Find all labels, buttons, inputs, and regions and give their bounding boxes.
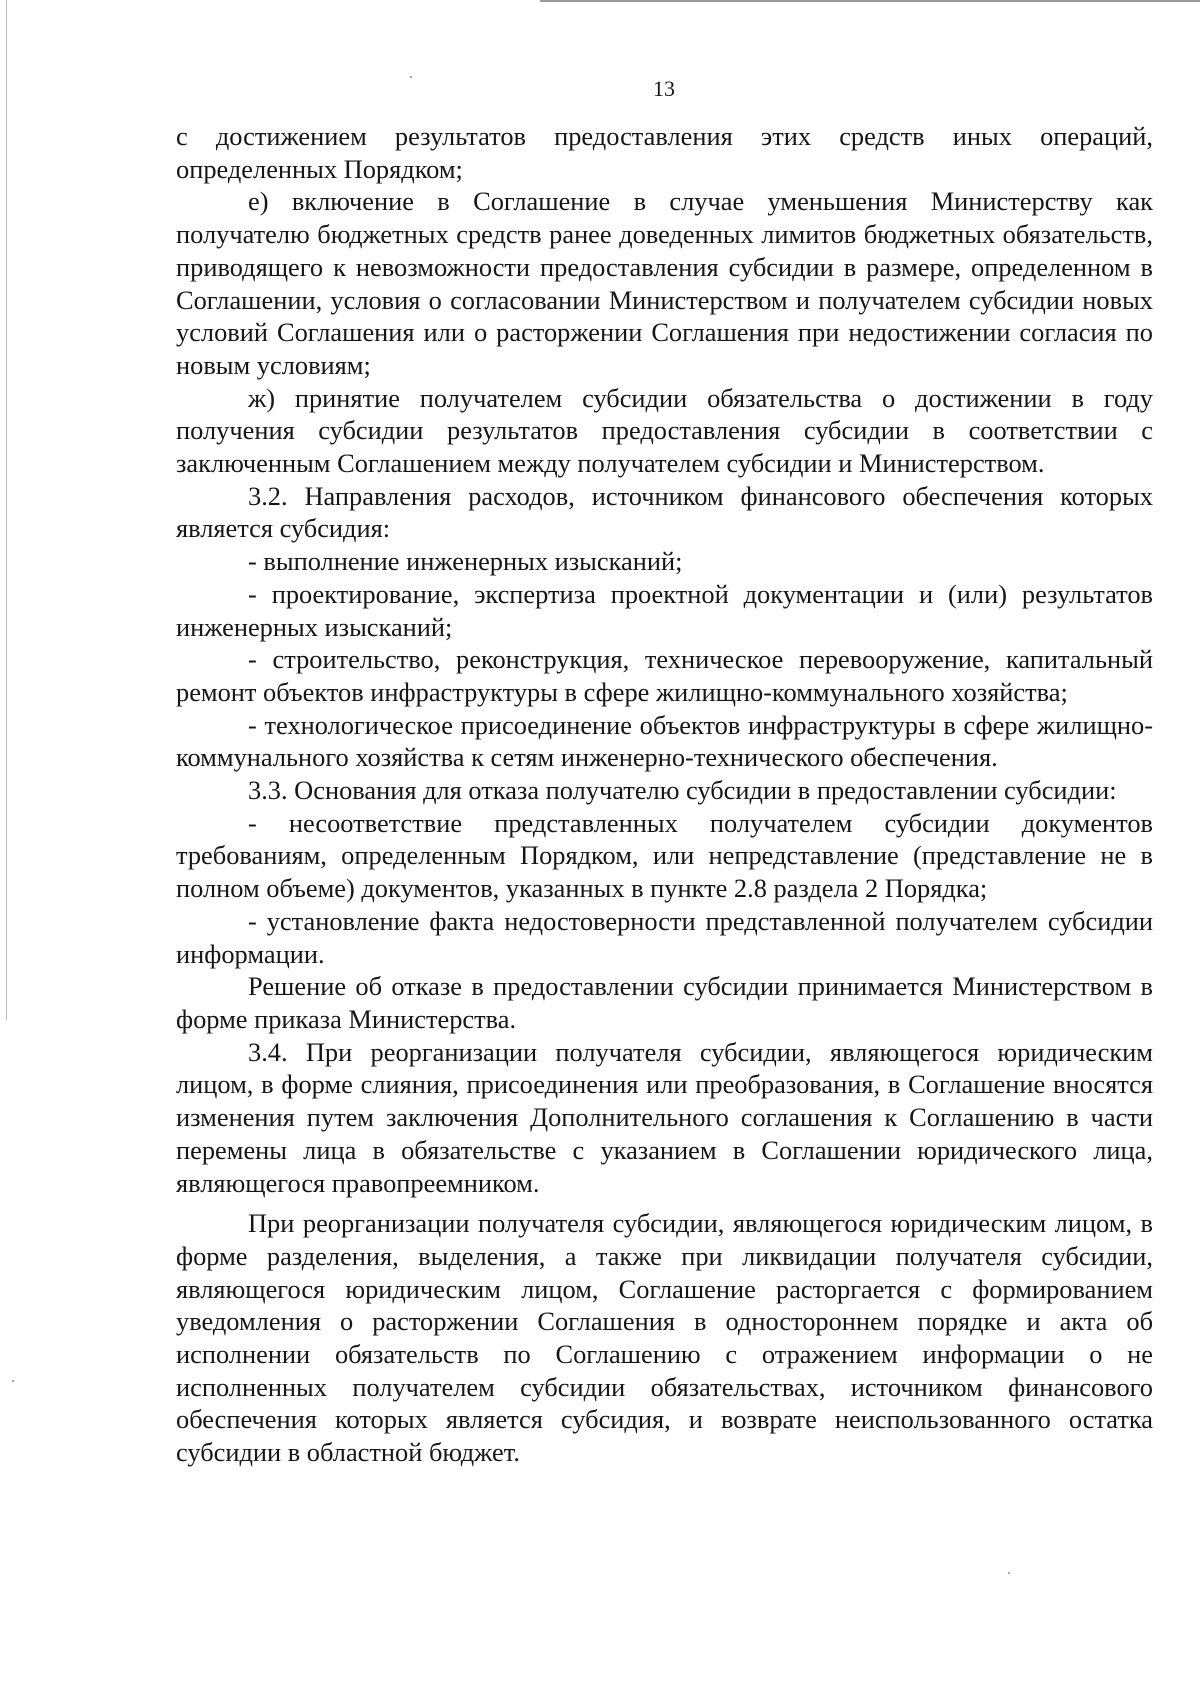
list-item: - несоответствие представленных получателем субсидии документов требованиям, определенным Порядком, или непредставление (представление не в полном объеме) документов, указанных в пункте 2.8 раздела 2 Порядка; xyxy=(176,807,1153,904)
scan-artifact-top-line xyxy=(540,0,1200,2)
list-item: - установление факта недостоверности представленной получателем субсидии информации. xyxy=(176,905,1153,969)
paragraph: е) включение в Соглашение в случае уменьшения Министерству как получателю бюджетных средств ранее доведенных лимитов бюджетных обязательств, приводящего к невозможности предоставления субсидии в размере, определенном в Соглашении, условия о согласовании Министерством и получателем субсидии новых условий Соглашения или о расторжении Соглашения при недостижении согласия по новым условиям; xyxy=(176,186,1153,380)
list-item: - технологическое присоединение объектов инфраструктуры в сфере жилищно-коммунального хозяйства к сетям инженерно-технического обеспечения. xyxy=(176,709,1153,773)
document-body xyxy=(176,120,1153,1469)
page-number: 13 xyxy=(653,76,675,101)
list-item: - выполнение инженерных изысканий; xyxy=(248,546,683,577)
paragraph: с достижением результатов предоставления этих средств иных операций, определенных Порядком; xyxy=(176,121,1153,184)
paragraph: 3.2. Направления расходов, источником финансового обеспечения которых является субсидия: xyxy=(176,480,1153,544)
scan-speck xyxy=(12,1380,14,1382)
scan-artifact-left-edge xyxy=(6,0,7,1020)
paragraph: 3.4. При реорганизации получателя субсидии, являющегося юридическим лицом, в форме слияния, присоединения или преобразования, в Соглашение вносятся изменения путем заключения Дополнительного соглашения к Соглашению в части перемены лица в обязательстве с указанием в Соглашении юридического лица, являющегося правопреемником. xyxy=(176,1036,1153,1198)
paragraph: 3.3. Основания для отказа получателю субсидии в предоставлении субсидии: xyxy=(248,775,1117,806)
scan-speck xyxy=(1008,1572,1010,1574)
paragraph: При реорганизации получателя субсидии, являющегося юридическим лицом, в форме разделения, выделения, а также при ликвидации получателя субсидии, являющегося юридическим лицом, Соглашение расторгается с формированием уведомления о расторжении Соглашения в одностороннем порядке и акта об исполнении обязательств по Соглашению с отражением информации о не исполненных получателем субсидии обязательствах, источником финансового обеспечения которых является субсидия, и возврате неиспользованного остатка субсидии в областной бюджет. xyxy=(176,1208,1153,1468)
list-item: - строительство, реконструкция, техническое перевооружение, капитальный ремонт объектов инфраструктуры в сфере жилищно-коммунального хозяйства; xyxy=(176,644,1153,707)
list-item: - проектирование, экспертиза проектной документации и (или) результатов инженерных изысканий; xyxy=(176,578,1153,642)
paragraph: Решение об отказе в предоставлении субсидии принимается Министерством в форме приказа Министерства. xyxy=(176,971,1153,1034)
paragraph: ж) принятие получателем субсидии обязательства о достижении в году получения субсидии результатов предоставления субсидии в соответствии с заключенным Соглашением между получателем субсидии и Министерством. xyxy=(176,382,1153,479)
